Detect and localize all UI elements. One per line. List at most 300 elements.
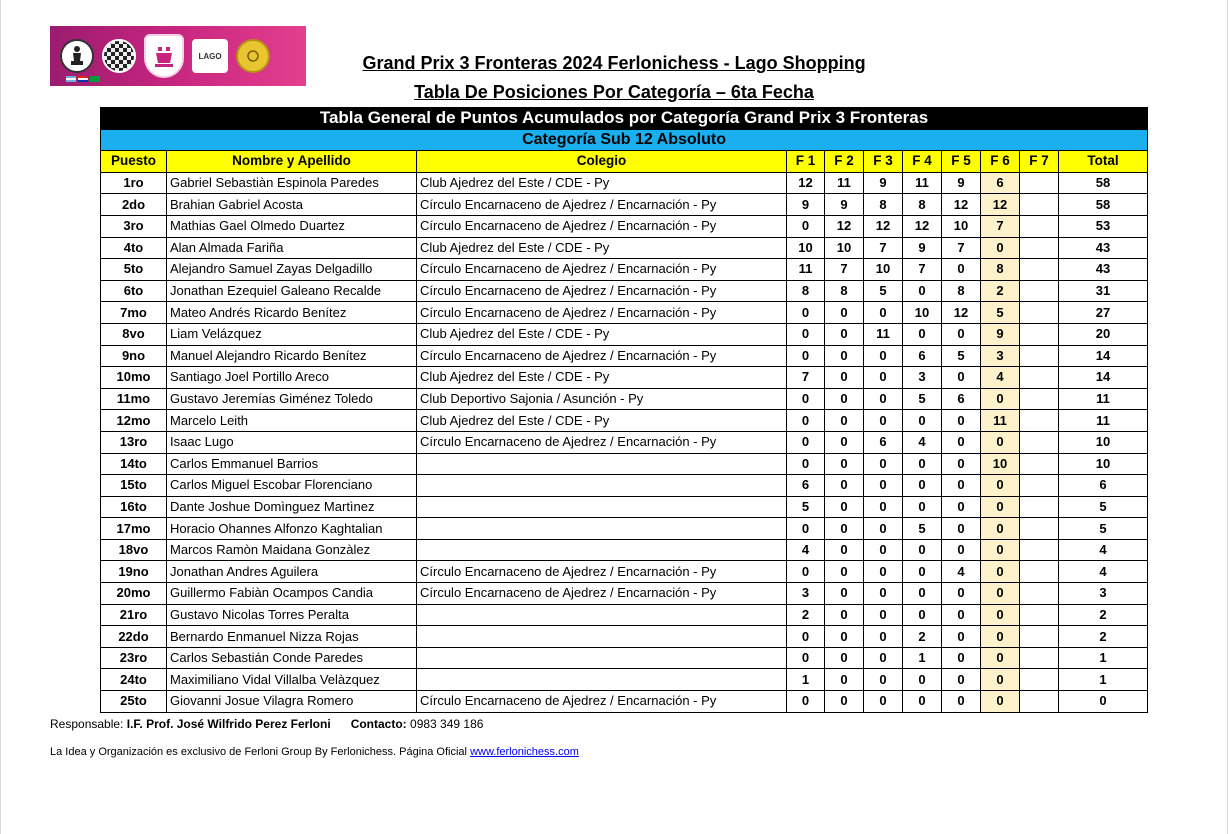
table-row bbox=[101, 475, 1148, 497]
f3-score-cell: 0 bbox=[864, 453, 903, 475]
school-cell: Círculo Encarnaceno de Ajedrez / Encarnación - Py bbox=[417, 431, 787, 453]
position-cell: 16to bbox=[101, 496, 167, 518]
f4-score-cell: 11 bbox=[903, 172, 942, 194]
contacto-label: Contacto: bbox=[350, 717, 407, 731]
school-cell bbox=[417, 539, 787, 561]
f3-score-cell: 5 bbox=[864, 280, 903, 302]
school-cell: Círculo Encarnaceno de Ajedrez / Encarnación - Py bbox=[417, 215, 787, 237]
total-score-cell: 0 bbox=[1059, 691, 1148, 713]
table-row bbox=[101, 583, 1148, 605]
f7-score-cell bbox=[1020, 215, 1059, 237]
f4-score-cell: 0 bbox=[903, 280, 942, 302]
f5-score-cell: 0 bbox=[942, 323, 981, 345]
total-score-cell: 4 bbox=[1059, 561, 1148, 583]
f5-score-cell: 0 bbox=[942, 647, 981, 669]
f4-score-cell: 0 bbox=[903, 583, 942, 605]
position-cell: 22do bbox=[101, 626, 167, 648]
f6-score-cell: 0 bbox=[981, 626, 1020, 648]
f5-score-cell: 0 bbox=[942, 583, 981, 605]
table-row bbox=[101, 259, 1148, 281]
f6-score-cell: 10 bbox=[981, 453, 1020, 475]
f1-score-cell: 0 bbox=[787, 647, 825, 669]
table-row bbox=[101, 604, 1148, 626]
f2-score-cell: 0 bbox=[825, 475, 864, 497]
total-score-cell: 43 bbox=[1059, 237, 1148, 259]
player-name-cell: Gabriel Sebastiàn Espinola Paredes bbox=[167, 172, 417, 194]
f1-score-cell: 11 bbox=[787, 259, 825, 281]
f4-score-cell: 9 bbox=[903, 237, 942, 259]
position-cell: 13ro bbox=[101, 431, 167, 453]
school-cell bbox=[417, 604, 787, 626]
f5-score-cell: 0 bbox=[942, 691, 981, 713]
f1-score-cell: 3 bbox=[787, 583, 825, 605]
official-site-link[interactable]: www.ferlonichess.com bbox=[470, 746, 579, 758]
f7-score-cell bbox=[1020, 626, 1059, 648]
position-cell: 21ro bbox=[101, 604, 167, 626]
f5-score-cell: 9 bbox=[942, 172, 981, 194]
position-cell: 5to bbox=[101, 259, 167, 281]
f7-score-cell bbox=[1020, 323, 1059, 345]
school-cell: Círculo Encarnaceno de Ajedrez / Encarnación - Py bbox=[417, 345, 787, 367]
f2-score-cell: 0 bbox=[825, 669, 864, 691]
f7-score-cell bbox=[1020, 280, 1059, 302]
f4-score-cell: 0 bbox=[903, 496, 942, 518]
total-score-cell: 4 bbox=[1059, 539, 1148, 561]
f7-score-cell bbox=[1020, 388, 1059, 410]
player-name-cell: Giovanni Josue Vilagra Romero bbox=[167, 691, 417, 713]
f7-score-cell bbox=[1020, 172, 1059, 194]
school-cell: Círculo Encarnaceno de Ajedrez / Encarnación - Py bbox=[417, 583, 787, 605]
f4-score-cell: 6 bbox=[903, 345, 942, 367]
school-cell bbox=[417, 518, 787, 540]
total-score-cell: 58 bbox=[1059, 194, 1148, 216]
column-header-puesto: Puesto bbox=[101, 151, 167, 173]
f1-score-cell: 0 bbox=[787, 561, 825, 583]
f4-score-cell: 1 bbox=[903, 647, 942, 669]
total-score-cell: 14 bbox=[1059, 345, 1148, 367]
table-row bbox=[101, 215, 1148, 237]
table-row bbox=[101, 345, 1148, 367]
f7-score-cell bbox=[1020, 237, 1059, 259]
standings-table bbox=[100, 107, 1148, 713]
position-cell: 25to bbox=[101, 691, 167, 713]
player-name-cell: Liam Velázquez bbox=[167, 323, 417, 345]
contacto-value: 0983 349 186 bbox=[410, 717, 484, 731]
position-cell: 24to bbox=[101, 669, 167, 691]
f4-score-cell: 0 bbox=[903, 475, 942, 497]
table-row bbox=[101, 539, 1148, 561]
f3-score-cell: 0 bbox=[864, 626, 903, 648]
f2-score-cell: 9 bbox=[825, 194, 864, 216]
f5-score-cell: 0 bbox=[942, 475, 981, 497]
f3-score-cell: 12 bbox=[864, 215, 903, 237]
player-name-cell: Mateo Andrés Ricardo Benítez bbox=[167, 302, 417, 324]
f6-score-cell: 0 bbox=[981, 583, 1020, 605]
f7-score-cell bbox=[1020, 453, 1059, 475]
school-cell bbox=[417, 475, 787, 497]
school-cell bbox=[417, 647, 787, 669]
f6-score-cell: 5 bbox=[981, 302, 1020, 324]
position-cell: 8vo bbox=[101, 323, 167, 345]
f5-score-cell: 0 bbox=[942, 453, 981, 475]
f1-score-cell: 9 bbox=[787, 194, 825, 216]
player-name-cell: Bernardo Enmanuel Nizza Rojas bbox=[167, 626, 417, 648]
player-name-cell: Jonathan Andres Aguilera bbox=[167, 561, 417, 583]
f2-score-cell: 10 bbox=[825, 237, 864, 259]
position-cell: 7mo bbox=[101, 302, 167, 324]
f3-score-cell: 0 bbox=[864, 410, 903, 432]
f6-score-cell: 4 bbox=[981, 367, 1020, 389]
f2-score-cell: 0 bbox=[825, 367, 864, 389]
f5-score-cell: 10 bbox=[942, 215, 981, 237]
position-cell: 3ro bbox=[101, 215, 167, 237]
player-name-cell: Marcos Ramòn Maidana Gonzàlez bbox=[167, 539, 417, 561]
f2-score-cell: 0 bbox=[825, 410, 864, 432]
table-row bbox=[101, 194, 1148, 216]
f7-score-cell bbox=[1020, 410, 1059, 432]
f4-score-cell: 3 bbox=[903, 367, 942, 389]
page-title: Grand Prix 3 Fronteras 2024 Ferlonichess - Lago Shopping bbox=[362, 53, 866, 73]
f4-score-cell: 0 bbox=[903, 604, 942, 626]
position-cell: 11mo bbox=[101, 388, 167, 410]
school-cell: Círculo Encarnaceno de Ajedrez / Encarnación - Py bbox=[417, 691, 787, 713]
column-header-colegio: Colegio bbox=[417, 151, 787, 173]
f4-score-cell: 12 bbox=[903, 215, 942, 237]
f5-score-cell: 0 bbox=[942, 518, 981, 540]
f2-score-cell: 0 bbox=[825, 453, 864, 475]
table-row bbox=[101, 669, 1148, 691]
responsable-value: I.F. Prof. José Wilfrido Perez Ferloni bbox=[126, 717, 331, 731]
f2-score-cell: 8 bbox=[825, 280, 864, 302]
column-header-total: Total bbox=[1059, 151, 1148, 173]
position-cell: 23ro bbox=[101, 647, 167, 669]
player-name-cell: Gustavo Nicolas Torres Peralta bbox=[167, 604, 417, 626]
f7-score-cell bbox=[1020, 367, 1059, 389]
f7-score-cell bbox=[1020, 691, 1059, 713]
table-row bbox=[101, 496, 1148, 518]
position-cell: 18vo bbox=[101, 539, 167, 561]
f1-score-cell: 6 bbox=[787, 475, 825, 497]
f3-score-cell: 0 bbox=[864, 388, 903, 410]
f1-score-cell: 2 bbox=[787, 604, 825, 626]
f1-score-cell: 0 bbox=[787, 302, 825, 324]
f6-score-cell: 0 bbox=[981, 691, 1020, 713]
f1-score-cell: 0 bbox=[787, 345, 825, 367]
total-score-cell: 58 bbox=[1059, 172, 1148, 194]
f1-score-cell: 7 bbox=[787, 367, 825, 389]
position-cell: 2do bbox=[101, 194, 167, 216]
school-cell: Círculo Encarnaceno de Ajedrez / Encarnación - Py bbox=[417, 194, 787, 216]
position-cell: 4to bbox=[101, 237, 167, 259]
player-name-cell: Carlos Miguel Escobar Florenciano bbox=[167, 475, 417, 497]
f5-score-cell: 0 bbox=[942, 259, 981, 281]
f5-score-cell: 6 bbox=[942, 388, 981, 410]
f6-score-cell: 0 bbox=[981, 475, 1020, 497]
total-score-cell: 5 bbox=[1059, 496, 1148, 518]
player-name-cell: Horacio Ohannes Alfonzo Kaghtalian bbox=[167, 518, 417, 540]
lago-logo-text: LAGO bbox=[198, 51, 222, 61]
f6-score-cell: 0 bbox=[981, 604, 1020, 626]
f7-score-cell bbox=[1020, 259, 1059, 281]
f3-score-cell: 11 bbox=[864, 323, 903, 345]
f3-score-cell: 6 bbox=[864, 431, 903, 453]
player-name-cell: Alejandro Samuel Zayas Delgadillo bbox=[167, 259, 417, 281]
total-score-cell: 6 bbox=[1059, 475, 1148, 497]
school-cell bbox=[417, 626, 787, 648]
player-name-cell: Maximiliano Vidal Villalba Velàzquez bbox=[167, 669, 417, 691]
f1-score-cell: 0 bbox=[787, 323, 825, 345]
f5-score-cell: 0 bbox=[942, 410, 981, 432]
table-row bbox=[101, 388, 1148, 410]
f3-score-cell: 0 bbox=[864, 669, 903, 691]
f4-score-cell: 0 bbox=[903, 323, 942, 345]
school-cell: Club Ajedrez del Este / CDE - Py bbox=[417, 410, 787, 432]
f1-score-cell: 5 bbox=[787, 496, 825, 518]
player-name-cell: Isaac Lugo bbox=[167, 431, 417, 453]
f6-score-cell: 3 bbox=[981, 345, 1020, 367]
footer-contact-line bbox=[50, 717, 483, 731]
f2-score-cell: 0 bbox=[825, 583, 864, 605]
column-header-nombre: Nombre y Apellido bbox=[167, 151, 417, 173]
f4-score-cell: 0 bbox=[903, 561, 942, 583]
f6-score-cell: 11 bbox=[981, 410, 1020, 432]
f4-score-cell: 10 bbox=[903, 302, 942, 324]
table-row bbox=[101, 302, 1148, 324]
position-cell: 12mo bbox=[101, 410, 167, 432]
f5-score-cell: 4 bbox=[942, 561, 981, 583]
f7-score-cell bbox=[1020, 583, 1059, 605]
table-row bbox=[101, 410, 1148, 432]
f2-score-cell: 0 bbox=[825, 691, 864, 713]
f3-score-cell: 0 bbox=[864, 302, 903, 324]
f2-score-cell: 0 bbox=[825, 323, 864, 345]
f7-score-cell bbox=[1020, 647, 1059, 669]
f5-score-cell: 0 bbox=[942, 626, 981, 648]
f6-score-cell: 0 bbox=[981, 647, 1020, 669]
f2-score-cell: 11 bbox=[825, 172, 864, 194]
table-row bbox=[101, 280, 1148, 302]
f7-score-cell bbox=[1020, 561, 1059, 583]
school-cell: Círculo Encarnaceno de Ajedrez / Encarnación - Py bbox=[417, 302, 787, 324]
f6-score-cell: 7 bbox=[981, 215, 1020, 237]
f2-score-cell: 7 bbox=[825, 259, 864, 281]
f3-score-cell: 0 bbox=[864, 496, 903, 518]
f5-score-cell: 12 bbox=[942, 302, 981, 324]
f6-score-cell: 0 bbox=[981, 431, 1020, 453]
f5-score-cell: 5 bbox=[942, 345, 981, 367]
f4-score-cell: 5 bbox=[903, 518, 942, 540]
f4-score-cell: 0 bbox=[903, 453, 942, 475]
total-score-cell: 31 bbox=[1059, 280, 1148, 302]
f6-score-cell: 0 bbox=[981, 496, 1020, 518]
table-banner: Tabla General de Puntos Acumulados por Categoría Grand Prix 3 Fronteras bbox=[101, 108, 1148, 130]
player-name-cell: Carlos Sebastián Conde Paredes bbox=[167, 647, 417, 669]
table-row bbox=[101, 453, 1148, 475]
f6-score-cell: 0 bbox=[981, 539, 1020, 561]
f5-score-cell: 0 bbox=[942, 367, 981, 389]
f1-score-cell: 0 bbox=[787, 691, 825, 713]
player-name-cell: Gustavo Jeremías Giménez Toledo bbox=[167, 388, 417, 410]
player-name-cell: Manuel Alejandro Ricardo Benítez bbox=[167, 345, 417, 367]
f1-score-cell: 8 bbox=[787, 280, 825, 302]
table-row bbox=[101, 647, 1148, 669]
f5-score-cell: 0 bbox=[942, 669, 981, 691]
f4-score-cell: 0 bbox=[903, 410, 942, 432]
f4-score-cell: 8 bbox=[903, 194, 942, 216]
position-cell: 19no bbox=[101, 561, 167, 583]
table-row bbox=[101, 518, 1148, 540]
f3-score-cell: 0 bbox=[864, 604, 903, 626]
player-name-cell: Marcelo Leith bbox=[167, 410, 417, 432]
player-name-cell: Carlos Emmanuel Barrios bbox=[167, 453, 417, 475]
position-cell: 6to bbox=[101, 280, 167, 302]
f5-score-cell: 0 bbox=[942, 496, 981, 518]
footer-note: La Idea y Organización es exclusivo de Ferloni Group By Ferlonichess. Página Oficial bbox=[50, 746, 467, 758]
total-score-cell: 10 bbox=[1059, 431, 1148, 453]
f7-score-cell bbox=[1020, 431, 1059, 453]
f3-score-cell: 0 bbox=[864, 345, 903, 367]
column-header-f1: F 1 bbox=[787, 151, 825, 173]
f3-score-cell: 0 bbox=[864, 583, 903, 605]
school-cell: Círculo Encarnaceno de Ajedrez / Encarnación - Py bbox=[417, 280, 787, 302]
f6-score-cell: 2 bbox=[981, 280, 1020, 302]
column-header-f5: F 5 bbox=[942, 151, 981, 173]
f2-score-cell: 0 bbox=[825, 626, 864, 648]
player-name-cell: Jonathan Ezequiel Galeano Recalde bbox=[167, 280, 417, 302]
f7-score-cell bbox=[1020, 539, 1059, 561]
f1-score-cell: 0 bbox=[787, 518, 825, 540]
table-row bbox=[101, 172, 1148, 194]
player-name-cell: Mathias Gael Olmedo Duartez bbox=[167, 215, 417, 237]
f2-score-cell: 0 bbox=[825, 496, 864, 518]
player-name-cell: Guillermo Fabiàn Ocampos Candia bbox=[167, 583, 417, 605]
f6-score-cell: 12 bbox=[981, 194, 1020, 216]
total-score-cell: 43 bbox=[1059, 259, 1148, 281]
table-row bbox=[101, 561, 1148, 583]
total-score-cell: 2 bbox=[1059, 626, 1148, 648]
category-banner: Categoría Sub 12 Absoluto bbox=[101, 129, 1148, 151]
table-row bbox=[101, 323, 1148, 345]
total-score-cell: 11 bbox=[1059, 410, 1148, 432]
standings-body bbox=[101, 172, 1148, 712]
f7-score-cell bbox=[1020, 345, 1059, 367]
position-cell: 20mo bbox=[101, 583, 167, 605]
f4-score-cell: 0 bbox=[903, 539, 942, 561]
f3-score-cell: 10 bbox=[864, 259, 903, 281]
position-cell: 1ro bbox=[101, 172, 167, 194]
responsable-label: Responsable: bbox=[50, 717, 124, 731]
f3-score-cell: 0 bbox=[864, 561, 903, 583]
f7-score-cell bbox=[1020, 604, 1059, 626]
f2-score-cell: 0 bbox=[825, 539, 864, 561]
f3-score-cell: 0 bbox=[864, 539, 903, 561]
f2-score-cell: 0 bbox=[825, 561, 864, 583]
f2-score-cell: 0 bbox=[825, 302, 864, 324]
school-cell: Club Ajedrez del Este / CDE - Py bbox=[417, 237, 787, 259]
position-cell: 10mo bbox=[101, 367, 167, 389]
total-score-cell: 53 bbox=[1059, 215, 1148, 237]
f6-score-cell: 0 bbox=[981, 561, 1020, 583]
f4-score-cell: 7 bbox=[903, 259, 942, 281]
total-score-cell: 3 bbox=[1059, 583, 1148, 605]
column-header-f2: F 2 bbox=[825, 151, 864, 173]
player-name-cell: Brahian Gabriel Acosta bbox=[167, 194, 417, 216]
position-cell: 9no bbox=[101, 345, 167, 367]
f5-score-cell: 0 bbox=[942, 604, 981, 626]
f3-score-cell: 0 bbox=[864, 475, 903, 497]
f1-score-cell: 0 bbox=[787, 626, 825, 648]
f2-score-cell: 0 bbox=[825, 388, 864, 410]
f6-score-cell: 0 bbox=[981, 388, 1020, 410]
column-header-f7: F 7 bbox=[1020, 151, 1059, 173]
school-cell: Club Deportivo Sajonia / Asunción - Py bbox=[417, 388, 787, 410]
column-header-row bbox=[101, 151, 1148, 173]
f3-score-cell: 0 bbox=[864, 691, 903, 713]
f3-score-cell: 9 bbox=[864, 172, 903, 194]
f1-score-cell: 10 bbox=[787, 237, 825, 259]
table-row bbox=[101, 626, 1148, 648]
f4-score-cell: 0 bbox=[903, 669, 942, 691]
f2-score-cell: 0 bbox=[825, 518, 864, 540]
column-header-f6: F 6 bbox=[981, 151, 1020, 173]
f5-score-cell: 0 bbox=[942, 539, 981, 561]
f1-score-cell: 4 bbox=[787, 539, 825, 561]
f6-score-cell: 9 bbox=[981, 323, 1020, 345]
f3-score-cell: 7 bbox=[864, 237, 903, 259]
f1-score-cell: 0 bbox=[787, 410, 825, 432]
page-subtitle: Tabla De Posiciones Por Categoría – 6ta Fecha bbox=[414, 82, 814, 102]
f6-score-cell: 0 bbox=[981, 669, 1020, 691]
column-header-f3: F 3 bbox=[864, 151, 903, 173]
f4-score-cell: 0 bbox=[903, 691, 942, 713]
f3-score-cell: 0 bbox=[864, 367, 903, 389]
f5-score-cell: 12 bbox=[942, 194, 981, 216]
position-cell: 14to bbox=[101, 453, 167, 475]
f5-score-cell: 7 bbox=[942, 237, 981, 259]
total-score-cell: 1 bbox=[1059, 647, 1148, 669]
f6-score-cell: 0 bbox=[981, 518, 1020, 540]
f4-score-cell: 5 bbox=[903, 388, 942, 410]
total-score-cell: 1 bbox=[1059, 669, 1148, 691]
f7-score-cell bbox=[1020, 669, 1059, 691]
position-cell: 17mo bbox=[101, 518, 167, 540]
f5-score-cell: 8 bbox=[942, 280, 981, 302]
f1-score-cell: 0 bbox=[787, 215, 825, 237]
f6-score-cell: 8 bbox=[981, 259, 1020, 281]
footer-note-line bbox=[50, 746, 579, 758]
f6-score-cell: 6 bbox=[981, 172, 1020, 194]
f7-score-cell bbox=[1020, 194, 1059, 216]
f3-score-cell: 8 bbox=[864, 194, 903, 216]
f7-score-cell bbox=[1020, 302, 1059, 324]
f2-score-cell: 0 bbox=[825, 345, 864, 367]
total-score-cell: 14 bbox=[1059, 367, 1148, 389]
player-name-cell: Dante Joshue Domìnguez Martìnez bbox=[167, 496, 417, 518]
total-score-cell: 2 bbox=[1059, 604, 1148, 626]
f1-score-cell: 1 bbox=[787, 669, 825, 691]
school-cell: Círculo Encarnaceno de Ajedrez / Encarnación - Py bbox=[417, 561, 787, 583]
school-cell bbox=[417, 453, 787, 475]
school-cell: Círculo Encarnaceno de Ajedrez / Encarnación - Py bbox=[417, 259, 787, 281]
f2-score-cell: 0 bbox=[825, 647, 864, 669]
f2-score-cell: 0 bbox=[825, 431, 864, 453]
f5-score-cell: 0 bbox=[942, 431, 981, 453]
total-score-cell: 27 bbox=[1059, 302, 1148, 324]
position-cell: 15to bbox=[101, 475, 167, 497]
f4-score-cell: 2 bbox=[903, 626, 942, 648]
table-row bbox=[101, 431, 1148, 453]
f3-score-cell: 0 bbox=[864, 518, 903, 540]
